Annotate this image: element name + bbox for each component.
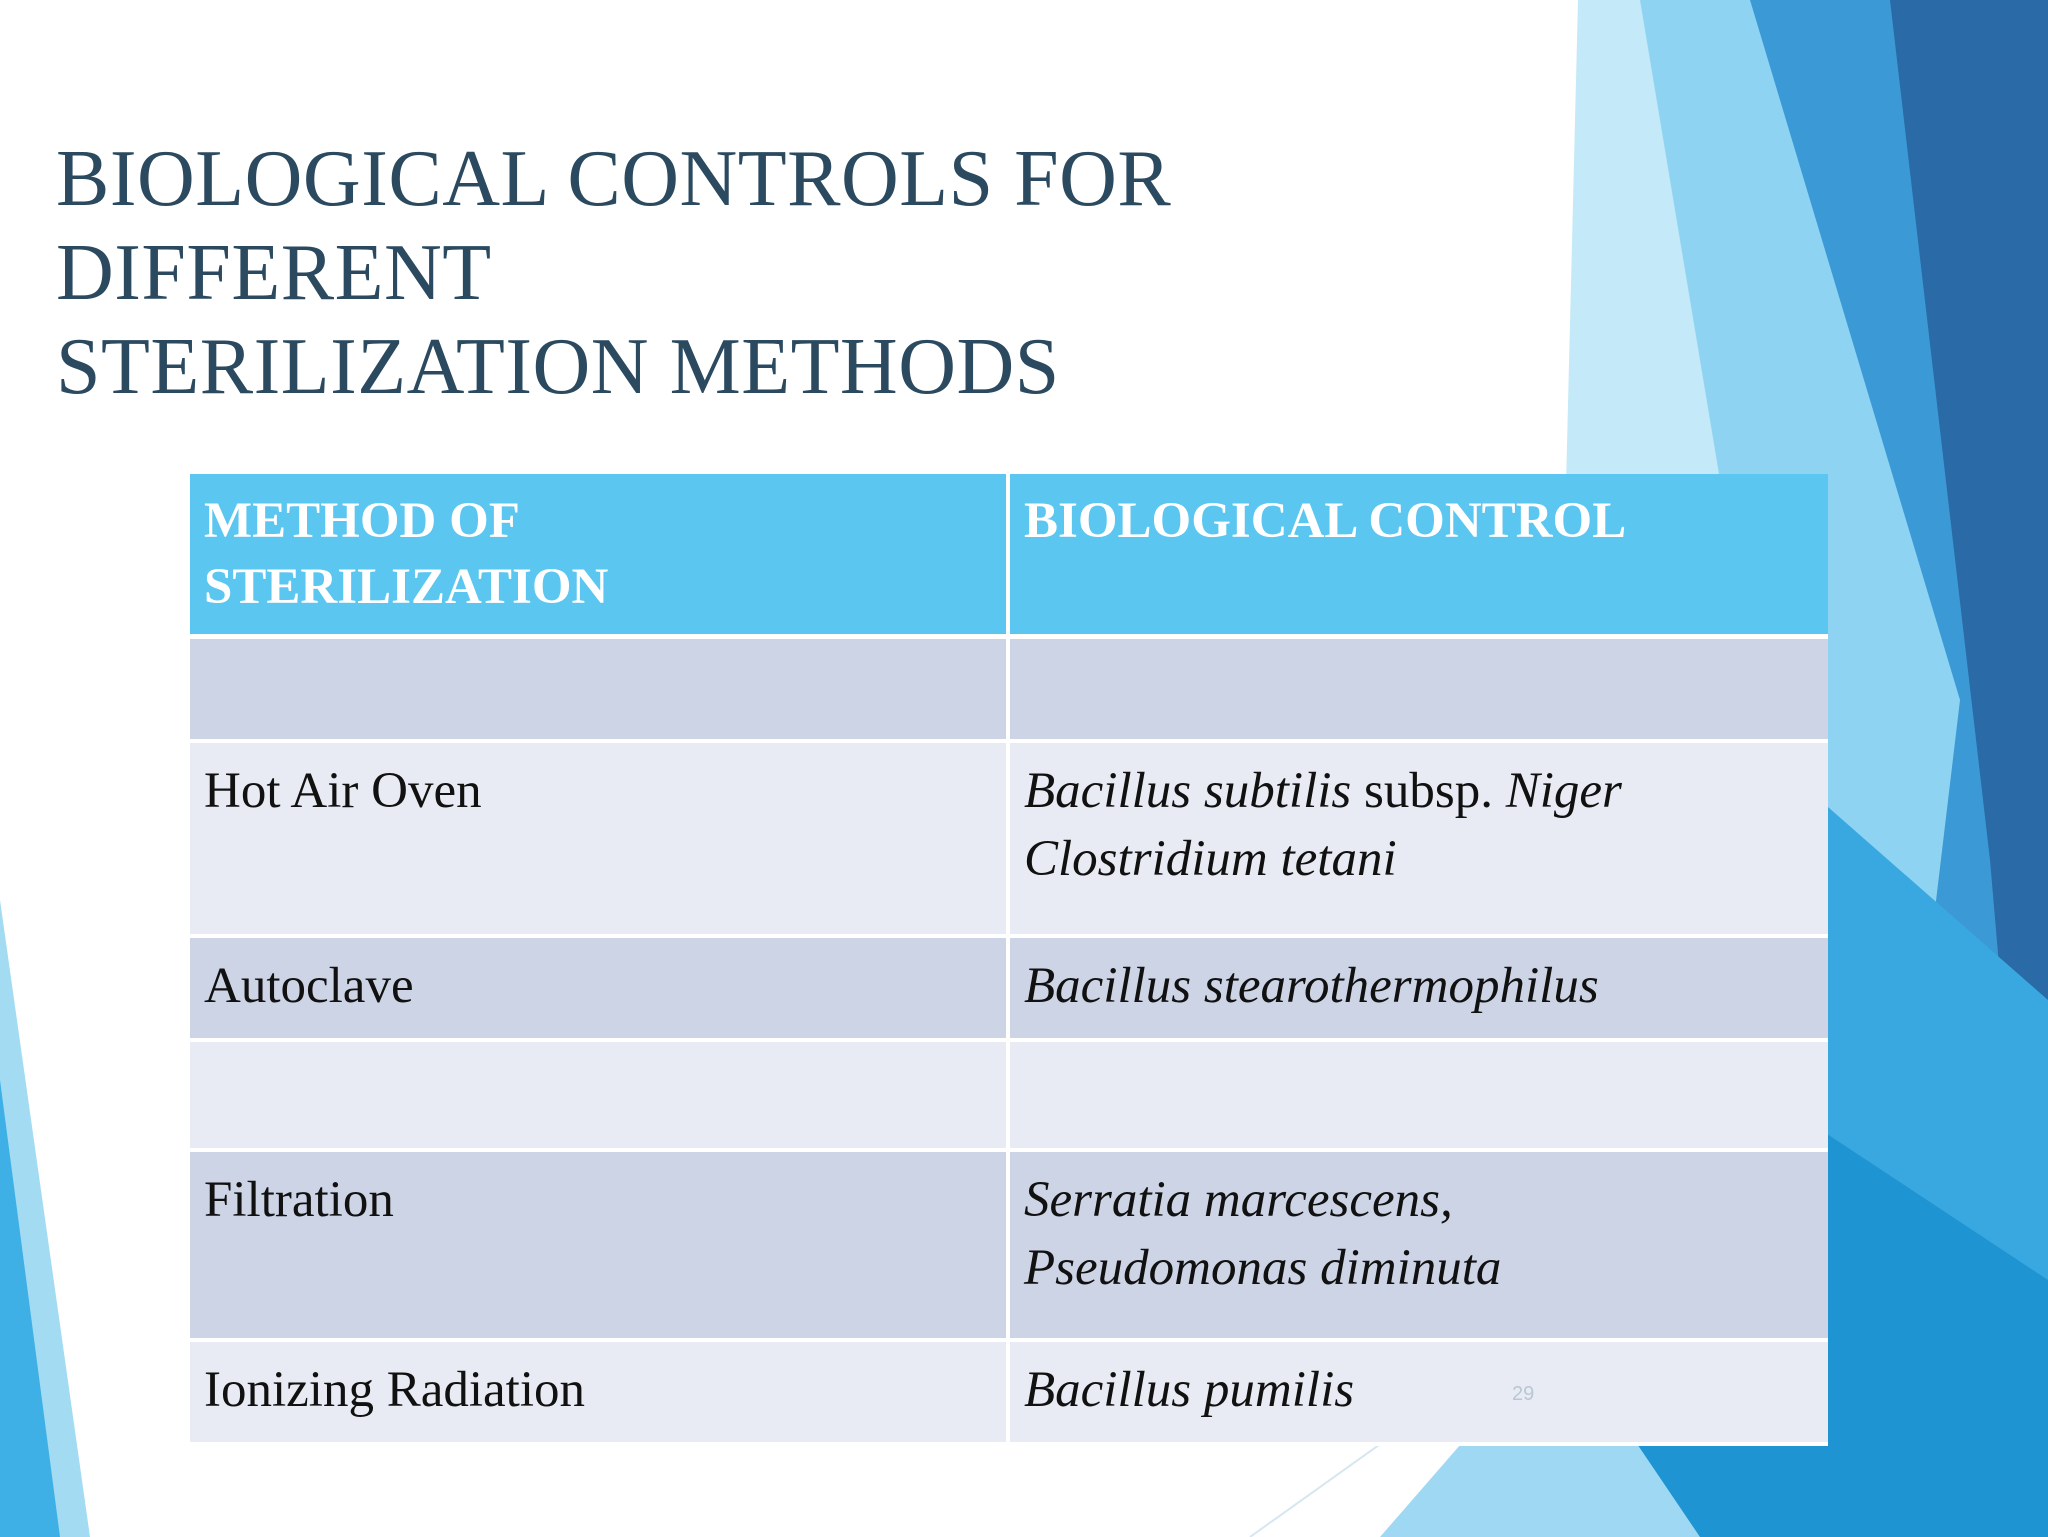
table-row — [190, 1340, 1828, 1444]
table-header-row — [190, 474, 1828, 637]
control-text: subsp. — [1351, 762, 1506, 819]
slide-title — [56, 132, 1616, 414]
header-control: BIOLOGICAL CONTROL — [1008, 474, 1828, 637]
method-cell: Ionizing Radiation — [190, 1340, 1008, 1444]
header-method-line1: METHOD OF — [204, 493, 520, 549]
control-text: Serratia marcescens, — [1024, 1171, 1453, 1228]
method-cell — [190, 1040, 1008, 1150]
control-cell — [1008, 1040, 1828, 1150]
header-method-line2: STERILIZATION — [204, 559, 609, 615]
biological-controls-table — [190, 474, 1828, 1446]
method-cell — [190, 637, 1008, 741]
method-cell: Autoclave — [190, 936, 1008, 1040]
control-cell: Bacillus pumilis — [1008, 1340, 1828, 1444]
table-row — [190, 1150, 1828, 1340]
control-cell — [1008, 1150, 1828, 1340]
table-row — [190, 1040, 1828, 1150]
table-row — [190, 741, 1828, 936]
slide-title-line1: BIOLOGICAL CONTROLS FOR DIFFERENT — [56, 135, 1172, 317]
control-text: Niger — [1505, 762, 1622, 819]
table-row — [190, 936, 1828, 1040]
control-text: Bacillus subtilis — [1024, 762, 1352, 819]
control-text: Clostridium tetani — [1024, 830, 1397, 887]
method-cell: Hot Air Oven — [190, 741, 1008, 936]
slide-title-line2: STERILIZATION METHODS — [56, 323, 1060, 411]
method-cell: Filtration — [190, 1150, 1008, 1340]
control-cell — [1008, 741, 1828, 936]
page-number: 29 — [1512, 1383, 1535, 1405]
control-cell: Bacillus stearothermophilus — [1008, 936, 1828, 1040]
table-row — [190, 637, 1828, 741]
control-cell — [1008, 637, 1828, 741]
control-text: Pseudomonas diminuta — [1024, 1239, 1502, 1296]
header-method — [190, 474, 1008, 637]
